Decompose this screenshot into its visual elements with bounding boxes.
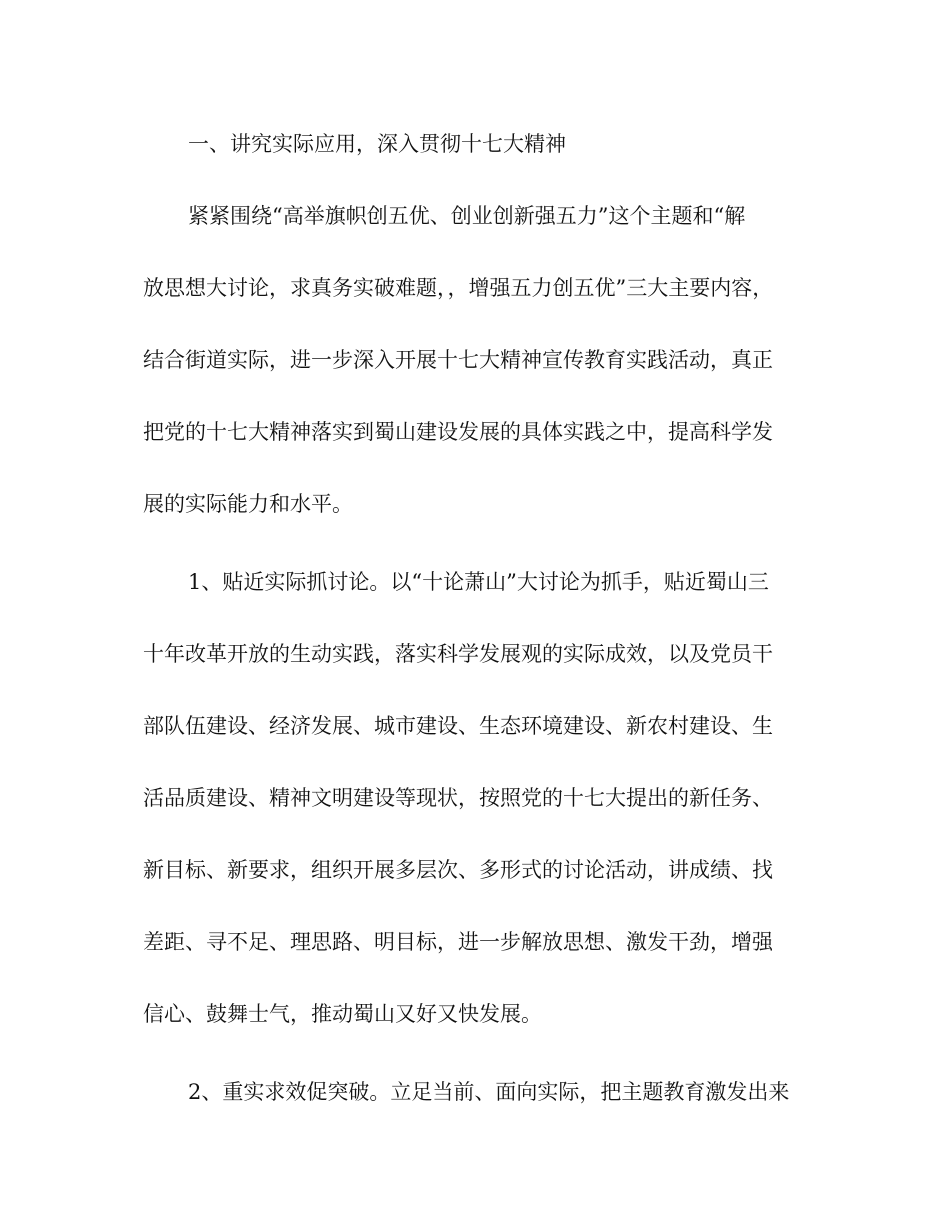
paragraph-line: 十年改革开放的生动实践，落实科学发展观的实际成效，以及党员干 <box>143 642 773 666</box>
paragraph-line: 1、贴近实际抓讨论。以“十论萧山”大讨论为抓手，贴近蜀山三 <box>188 570 769 594</box>
paragraph-line: 差距、寻不足、理思路、明目标，进一步解放思想、激发干劲，增强 <box>143 930 773 954</box>
paragraph-line: 紧紧围绕“高举旗帜创五优、创业创新强五力”这个主题和“解 <box>188 204 746 228</box>
paragraph-line: 结合街道实际，进一步深入开展十七大精神宣传教育实践活动，真正 <box>143 348 773 372</box>
paragraph-line: 活品质建设、精神文明建设等现状，按照党的十七大提出的新任务、 <box>143 786 773 810</box>
paragraph-line: 新目标、新要求，组织开展多层次、多形式的讨论活动，讲成绩、找 <box>143 858 773 882</box>
paragraph-line: 部队伍建设、经济发展、城市建设、生态环境建设、新农村建设、生 <box>143 714 773 738</box>
paragraph-line: 把党的十七大精神落实到蜀山建设发展的具体实践之中，提高科学发 <box>143 420 773 444</box>
paragraph-line: 放思想大讨论，求真务实破难题，，增强五力创五优”三大主要内容， <box>143 276 774 300</box>
paragraph-line: 信心、鼓舞士气，推动蜀山又好又快发展。 <box>143 1002 542 1026</box>
section-heading: 一、讲究实际应用，深入贯彻十七大精神 <box>188 132 566 156</box>
paragraph-line: 2、重实求效促突破。立足当前、面向实际，把主题教育激发出来 <box>188 1080 790 1104</box>
paragraph-line: 展的实际能力和水平。 <box>143 492 353 516</box>
